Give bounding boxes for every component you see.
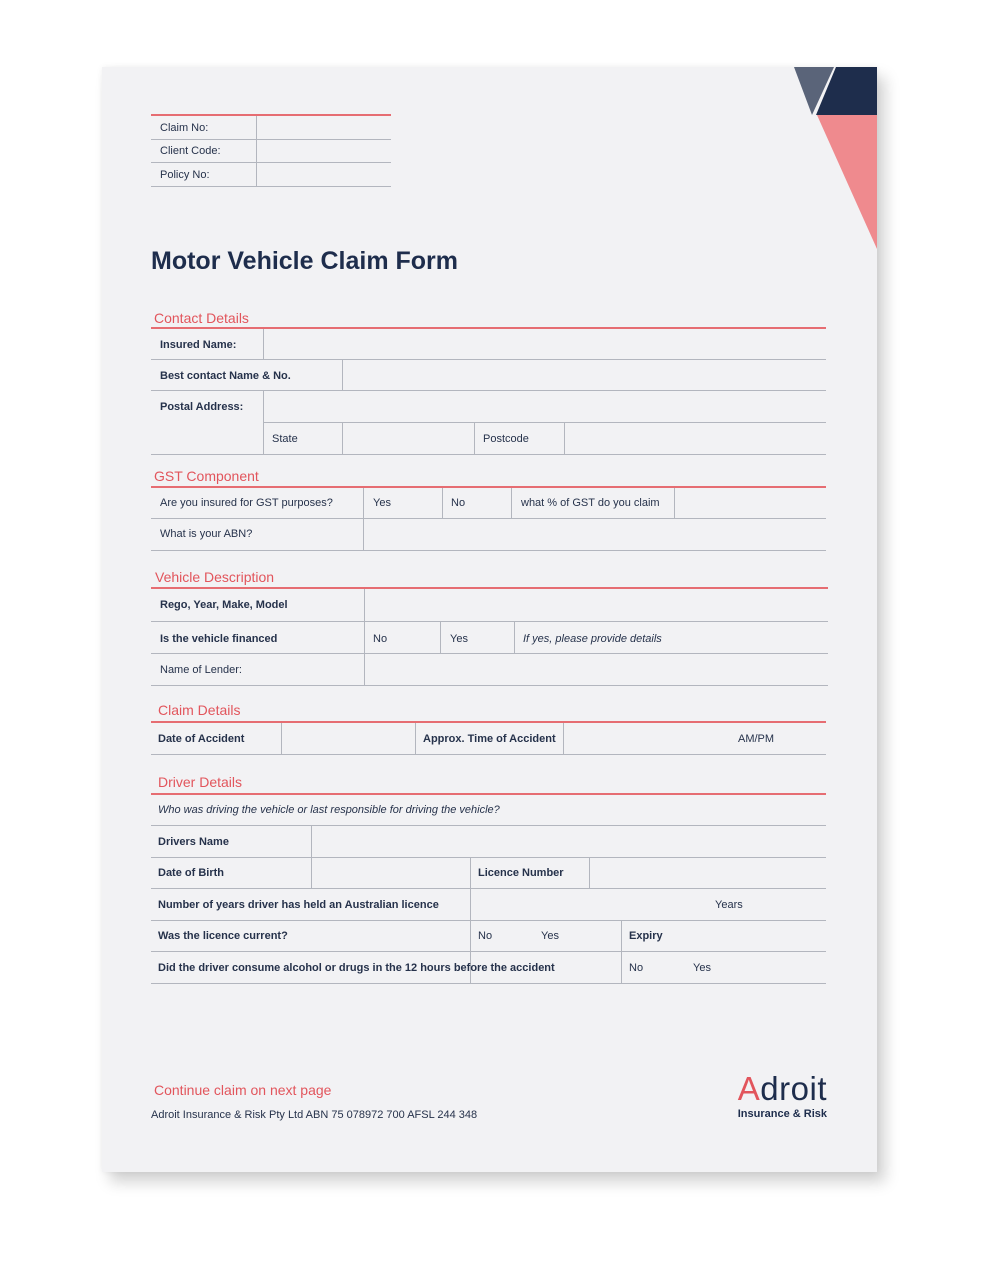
contact-details-heading: Contact Details bbox=[154, 310, 249, 326]
accident-date-field[interactable] bbox=[282, 723, 415, 754]
licence-current-label: Was the licence current? bbox=[158, 930, 288, 942]
years-held-field[interactable] bbox=[471, 889, 826, 920]
state-field[interactable] bbox=[343, 423, 474, 454]
driver-details-heading: Driver Details bbox=[158, 774, 243, 790]
client-code-label: Client Code: bbox=[160, 145, 221, 157]
corner-decoration bbox=[102, 67, 877, 267]
state-label: State bbox=[272, 433, 298, 445]
insured-name-label: Insured Name: bbox=[160, 339, 237, 351]
alcohol-yes-option[interactable]: Yes bbox=[693, 962, 711, 974]
claim-details-heading: Claim Details bbox=[158, 702, 241, 718]
alcohol-label: Did the driver consume alcohol or drugs in the 12 hours before the accident bbox=[158, 962, 555, 974]
best-contact-field[interactable] bbox=[343, 360, 826, 390]
continue-note: Continue claim on next page bbox=[154, 1082, 332, 1098]
postcode-field[interactable] bbox=[565, 423, 826, 454]
gst-yes-option[interactable]: Yes bbox=[373, 497, 391, 509]
licence-number-label: Licence Number bbox=[478, 867, 564, 879]
policy-no-label: Policy No: bbox=[160, 169, 210, 181]
licence-number-field[interactable] bbox=[590, 858, 826, 888]
licence-current-yes-option[interactable]: Yes bbox=[541, 930, 559, 942]
claim-no-label: Claim No: bbox=[160, 122, 209, 134]
expiry-field[interactable] bbox=[682, 921, 826, 951]
postal-address-field[interactable] bbox=[264, 391, 826, 421]
claim-form-page bbox=[102, 67, 877, 1172]
policy-no-field[interactable] bbox=[257, 163, 391, 186]
vehicle-description-heading: Vehicle Description bbox=[155, 569, 275, 585]
dob-field[interactable] bbox=[312, 858, 470, 888]
accident-time-label: Approx. Time of Accident bbox=[423, 733, 556, 745]
gst-component-heading: GST Component bbox=[154, 468, 259, 484]
abn-field[interactable] bbox=[364, 519, 826, 550]
years-held-label: Number of years driver has held an Australian licence bbox=[158, 899, 439, 911]
gst-percent-label: what % of GST do you claim bbox=[521, 497, 660, 509]
adroit-tagline: Insurance & Risk bbox=[737, 1108, 827, 1120]
insured-name-field[interactable] bbox=[264, 329, 826, 359]
expiry-label: Expiry bbox=[629, 930, 663, 942]
adroit-logo-rest: droit bbox=[760, 1070, 827, 1107]
adroit-logo-a: A bbox=[737, 1070, 761, 1107]
claim-no-field[interactable] bbox=[257, 116, 391, 139]
accident-time-field[interactable] bbox=[564, 723, 826, 754]
financed-yes-option[interactable]: Yes bbox=[450, 633, 468, 645]
insured-for-gst-label: Are you insured for GST purposes? bbox=[160, 497, 333, 509]
best-contact-label: Best contact Name & No. bbox=[160, 370, 291, 382]
adroit-logo-wordmark bbox=[738, 1071, 827, 1107]
accident-date-label: Date of Accident bbox=[158, 733, 245, 745]
rego-label: Rego, Year, Make, Model bbox=[160, 599, 288, 611]
form-title: Motor Vehicle Claim Form bbox=[151, 247, 459, 275]
rego-field[interactable] bbox=[365, 589, 828, 621]
finance-details-field[interactable]: If yes, please provide details bbox=[523, 633, 662, 645]
adroit-logo bbox=[710, 1071, 827, 1127]
financed-no-option[interactable]: No bbox=[373, 633, 388, 645]
driver-name-label: Drivers Name bbox=[158, 836, 229, 848]
lender-field[interactable] bbox=[365, 654, 828, 685]
gst-no-option[interactable]: No bbox=[451, 497, 466, 509]
lender-label: Name of Lender: bbox=[160, 664, 242, 676]
am-pm-label: AM/PM bbox=[738, 733, 775, 745]
years-unit-label: Years bbox=[715, 899, 743, 911]
gst-percent-field[interactable] bbox=[675, 488, 826, 518]
driver-name-field[interactable] bbox=[312, 826, 826, 857]
postcode-label: Postcode bbox=[483, 433, 529, 445]
driver-question: Who was driving the vehicle or last responsible for driving the vehicle? bbox=[158, 804, 500, 816]
financed-label: Is the vehicle financed bbox=[160, 633, 278, 645]
company-details: Adroit Insurance & Risk Pty Ltd ABN 75 078972 700 AFSL 244 348 bbox=[151, 1109, 478, 1121]
corner-pink-shape bbox=[817, 115, 877, 249]
abn-label: What is your ABN? bbox=[160, 528, 253, 540]
alcohol-no-option[interactable]: No bbox=[629, 962, 644, 974]
client-code-field[interactable] bbox=[257, 140, 391, 162]
licence-current-no-option[interactable]: No bbox=[478, 930, 493, 942]
postal-address-label: Postal Address: bbox=[160, 401, 244, 413]
dob-label: Date of Birth bbox=[158, 867, 224, 879]
